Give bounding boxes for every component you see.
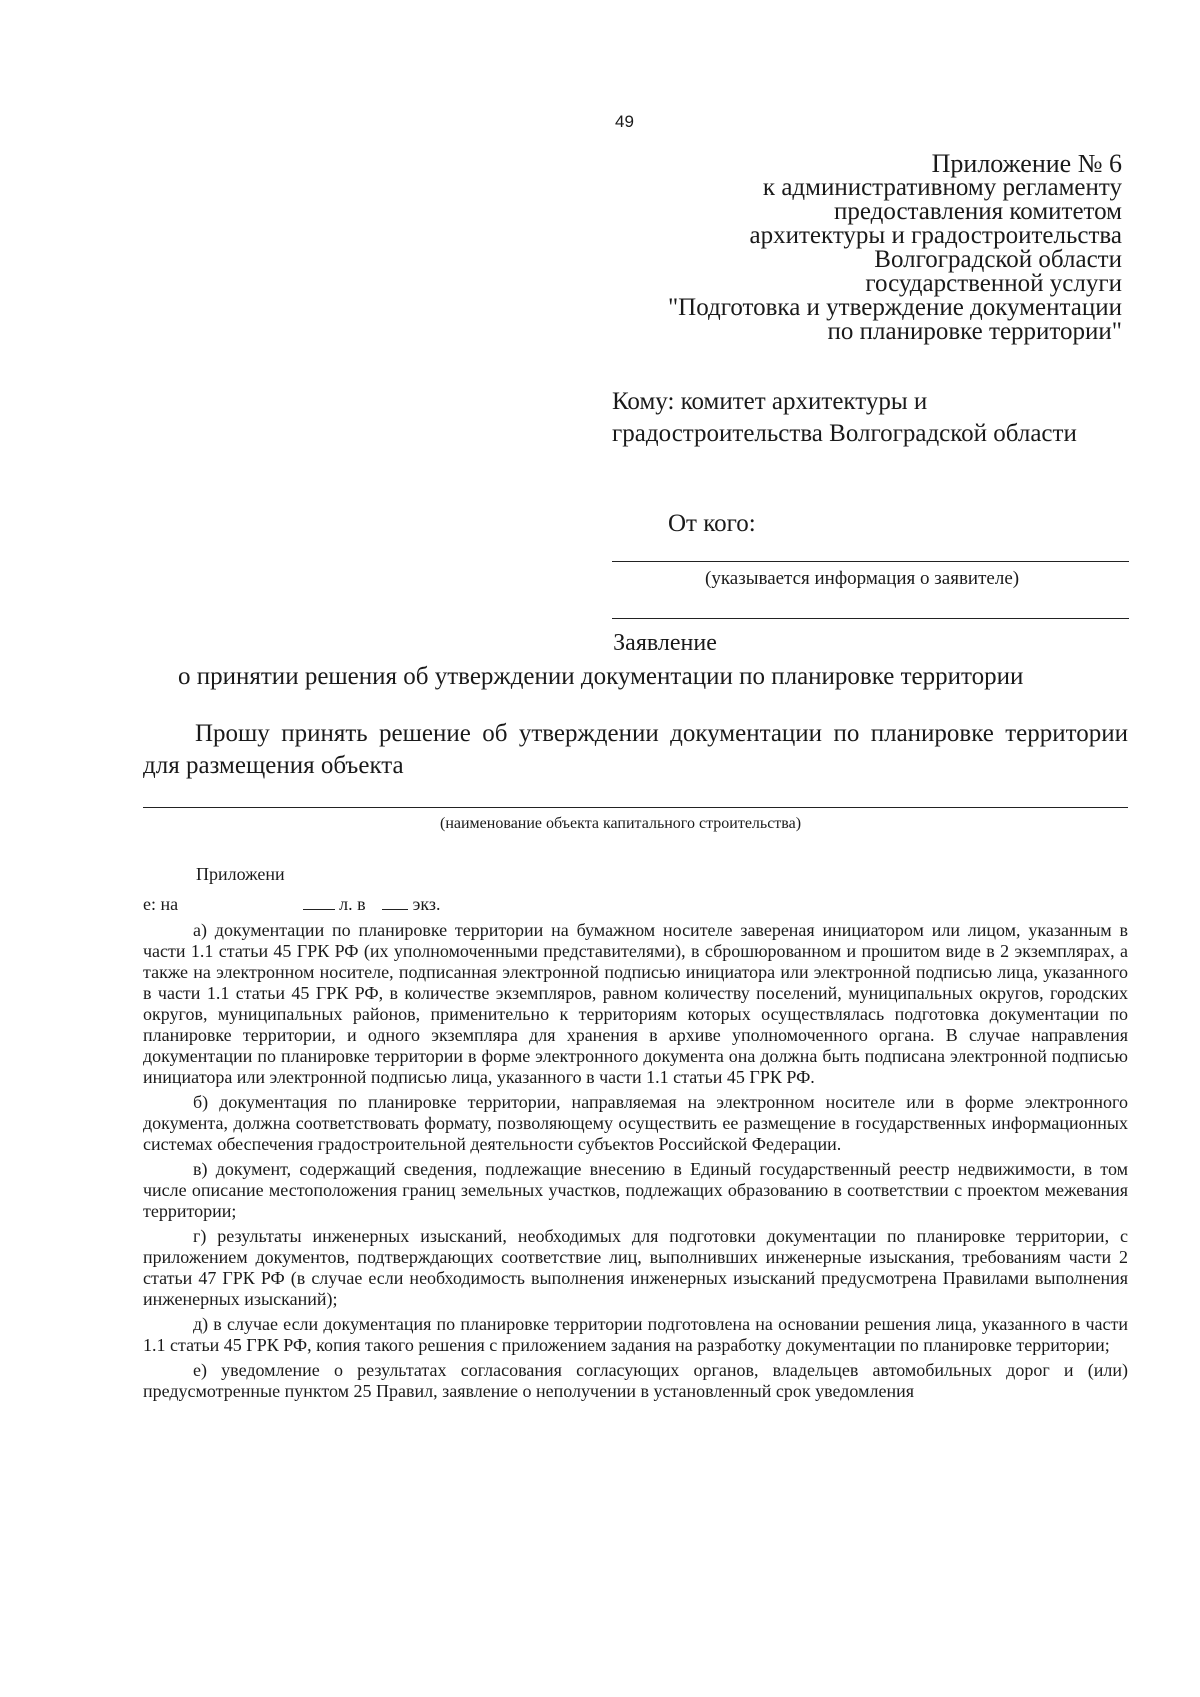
appendix-header: [602, 149, 1122, 345]
copies-suffix: экз.: [412, 894, 441, 914]
attachments-list: [143, 920, 1128, 1406]
attachment-item: г) результаты инженерных изысканий, необходимых для подготовки документации по планировке территории, с приложением документов, подтверждающих соответствие лиц, выполнивших инженерные изыскания, требованиям части 2 статьи 47 ГРК РФ (в случае если необходимость выполнения инженерных изысканий предусмотрена Правилами выполнения инженерных изысканий);: [143, 1226, 1128, 1309]
object-name-hint: (наименование объекта капитального строительства): [440, 815, 802, 832]
appendix-line: Приложение № 6: [931, 149, 1122, 178]
object-name-line[interactable]: [143, 807, 1128, 808]
appendix-line: государственной услуги: [865, 270, 1122, 297]
attachment-item: б) документация по планировке территории, направляемая на электронном носителе или в форме электронного документа, должна соответствовать формату, позволяющему осуществить ее размещение в государственных информационных системах обеспечения градостроительной деятельности субъектов Российской Федерации.: [143, 1092, 1128, 1154]
attachments-prefix: е: на: [143, 894, 179, 914]
appendix-line: Волгоградской области: [874, 246, 1122, 273]
sheets-count-field[interactable]: [303, 893, 335, 910]
appendix-line: "Подготовка и утверждение документации: [667, 294, 1122, 321]
attachment-item: е) уведомление о результатах согласования согласующих органов, владельцев автомобильных дорог и (или) предусмотренные пунктом 25 Правил, заявление о неполучении в установленный срок уведомления: [143, 1360, 1128, 1401]
applicant-line-2[interactable]: [612, 618, 1129, 619]
addressee-from-label: От кого:: [668, 510, 756, 537]
page-number: 49: [615, 112, 634, 131]
attachments-line: [143, 893, 440, 915]
attachments-label: Приложени: [196, 864, 285, 884]
applicant-line-1[interactable]: [612, 561, 1129, 562]
appendix-line: по планировке территории": [827, 318, 1122, 345]
appendix-line: к административному регламенту: [762, 174, 1122, 201]
document-subtitle: о принятии решения об утверждении документации по планировке территории: [178, 663, 1024, 690]
applicant-hint: (указывается информация о заявителе): [705, 568, 1020, 589]
attachment-item: а) документации по планировке территории на бумажном носителе завереная инициатором или лицом, указанным в части 1.1 статьи 45 ГРК РФ (их уполномоченными представителями), в сброшюрованном и прошитом виде в 2 экземплярах, а также на электронном носителе, подписанная электронной подписью инициатора или электронной подписью лица, указанного в части 1.1 статьи 45 ГРК РФ, в количестве экземпляров, равном количеству поселений, муниципальных округов, городских округов, муниципальных районов, применительно к территориям которых осуществлялась подготовка документации по планировке территории, и одного экземпляра для хранения в архиве уполномоченного органа. В случае направления документации по планировке территории в форме электронного документа она должна быть подписана электронной подписью инициатора или электронной подписью лица, указанного в части 1.1 статьи 45 ГРК РФ.: [143, 920, 1128, 1087]
addressee-to: Кому: комитет архитектуры и градостроительства Волгоградской области: [612, 388, 1077, 447]
sheets-suffix: л. в: [339, 894, 366, 914]
appendix-line: предоставления комитетом: [833, 198, 1122, 225]
request-text: Прошу принять решение об утверждении документации по планировке территории для размещения объекта: [143, 720, 1128, 779]
copies-count-field[interactable]: [382, 893, 408, 910]
document-title: Заявление: [613, 630, 717, 656]
appendix-line: архитектуры и градостроительства: [749, 222, 1122, 249]
attachment-item: д) в случае если документация по планировке территории подготовлена на основании решения лица, указанного в части 1.1 статьи 45 ГРК РФ, копия такого решения с приложением задания на разработку документации по планировке территории;: [143, 1314, 1128, 1355]
attachment-item: в) документ, содержащий сведения, подлежащие внесению в Единый государственный реестр недвижимости, в том числе описание местоположения границ земельных участков, подлежащих образованию в соответствии с проектом межевания территории;: [143, 1159, 1128, 1221]
